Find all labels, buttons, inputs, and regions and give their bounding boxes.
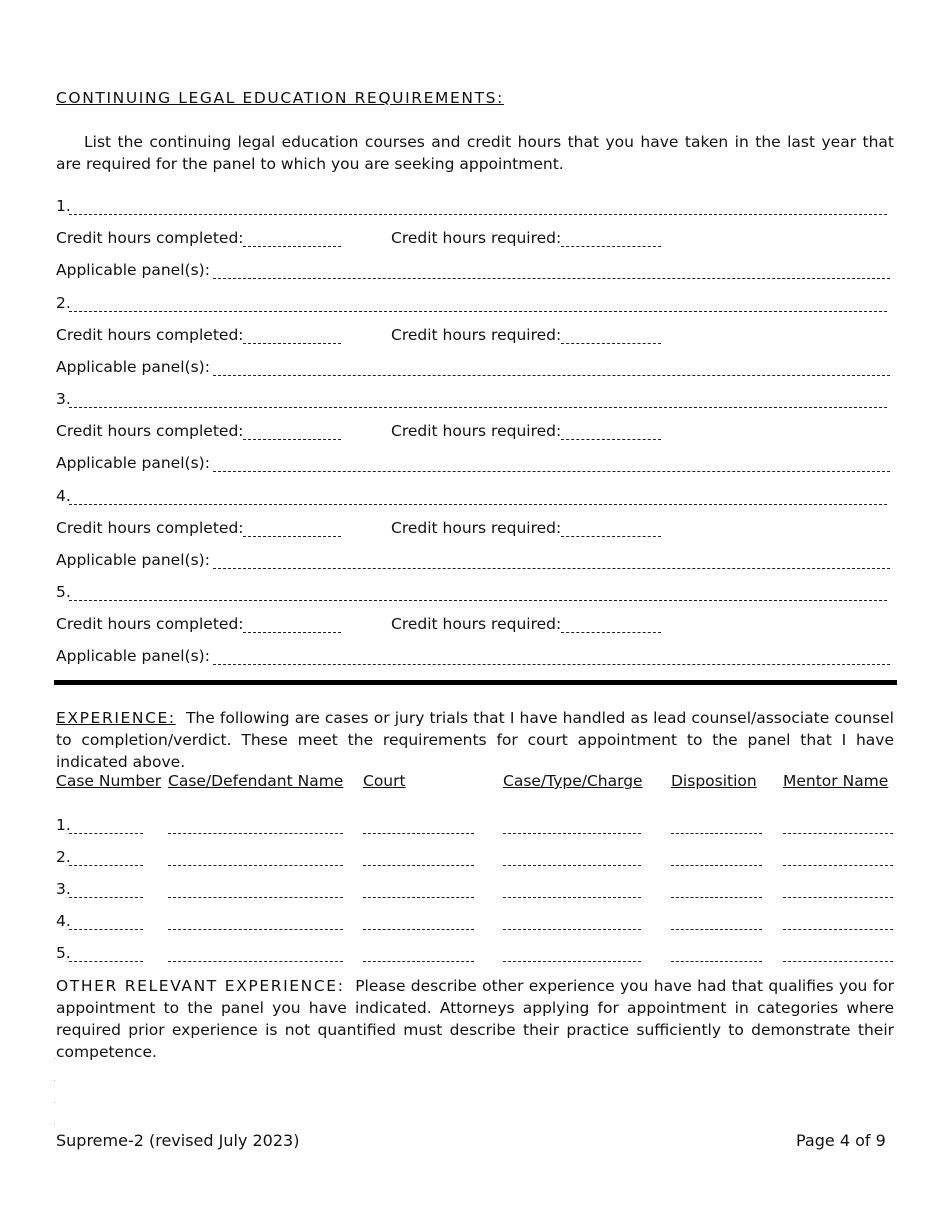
case-number-field[interactable]	[69, 897, 143, 898]
court-field[interactable]	[363, 929, 474, 930]
other-experience-text: Please describe other experience you have had that qualifies you for appointment to the panel you have indicated. Attorneys applying for appointment in categories where required prior experience is not quantified must describe their practice sufficiently to demonstrate their competence.	[56, 977, 895, 1061]
mentor-name-field[interactable]	[783, 961, 893, 962]
col-mentor-name: Mentor Name	[783, 772, 889, 790]
experience-heading: EXPERIENCE:	[56, 709, 176, 727]
disposition-field[interactable]	[671, 865, 762, 866]
credit-completed-field[interactable]	[243, 632, 341, 633]
applicable-panels-label: Applicable panel(s):	[56, 454, 210, 472]
disposition-field[interactable]	[671, 897, 762, 898]
defendant-name-field[interactable]	[168, 865, 343, 866]
credit-required-label: Credit hours required:	[391, 422, 562, 440]
experience-paragraph	[56, 707, 894, 773]
course-number: 1.	[56, 197, 71, 215]
credit-required-field[interactable]	[561, 632, 661, 633]
credit-required-field[interactable]	[561, 343, 661, 344]
credit-required-field[interactable]	[561, 246, 661, 247]
case-number-field[interactable]	[69, 961, 143, 962]
experience-row-number: 3.	[56, 880, 71, 898]
credit-completed-field[interactable]	[243, 536, 341, 537]
experience-row-number: 4.	[56, 912, 71, 930]
applicable-panels-label: Applicable panel(s):	[56, 647, 210, 665]
cle-heading: CONTINUING LEGAL EDUCATION REQUIREMENTS:	[56, 89, 504, 107]
applicable-panels-field[interactable]	[213, 278, 890, 279]
credit-completed-label: Credit hours completed:	[56, 518, 244, 537]
mentor-name-field[interactable]	[783, 865, 893, 866]
cle-instructions: List the continuing legal education courses and credit hours that you have taken in the last year that are required for the panel to which you are seeking appointment.	[56, 133, 894, 173]
court-field[interactable]	[363, 865, 474, 866]
applicable-panels-field[interactable]	[213, 568, 890, 569]
applicable-panels-field[interactable]	[213, 375, 890, 376]
defendant-name-field[interactable]	[168, 897, 343, 898]
course-number: 4.	[56, 486, 71, 505]
applicable-panels-label: Applicable panel(s):	[56, 550, 210, 569]
course-name-field[interactable]	[69, 600, 887, 601]
credit-completed-label: Credit hours completed:	[56, 325, 244, 344]
mentor-name-field[interactable]	[783, 833, 893, 834]
disposition-field[interactable]	[671, 833, 762, 834]
credit-required-field[interactable]	[561, 439, 661, 440]
col-case-type-charge: Case/Type/Charge	[503, 772, 643, 790]
course-number: 5.	[56, 583, 71, 601]
col-court: Court	[363, 772, 406, 790]
court-field[interactable]	[363, 961, 474, 962]
credit-required-label: Credit hours required:	[391, 615, 562, 633]
credit-required-label: Credit hours required:	[391, 325, 562, 344]
col-case-number: Case Number	[56, 772, 162, 790]
credit-completed-field[interactable]	[243, 439, 341, 440]
credit-completed-label: Credit hours completed:	[56, 229, 244, 247]
footer-form-id: Supreme-2 (revised July 2023)	[56, 1131, 300, 1150]
applicable-panels-field[interactable]	[213, 664, 890, 665]
disposition-field[interactable]	[671, 961, 762, 962]
applicable-panels-field[interactable]	[213, 471, 890, 472]
section-divider	[54, 680, 897, 685]
experience-row-number: 1.	[56, 816, 71, 834]
col-disposition: Disposition	[671, 772, 757, 790]
experience-row-number: 2.	[56, 848, 71, 866]
court-field[interactable]	[363, 897, 474, 898]
faint-mark	[54, 1102, 55, 1103]
other-experience-heading: OTHER RELEVANT EXPERIENCE:	[56, 977, 345, 995]
credit-completed-field[interactable]	[243, 343, 341, 344]
col-defendant-name: Case/Defendant Name	[168, 772, 344, 790]
course-name-field[interactable]	[69, 214, 887, 215]
defendant-name-field[interactable]	[168, 929, 343, 930]
case-type-charge-field[interactable]	[503, 865, 641, 866]
defendant-name-field[interactable]	[168, 833, 343, 834]
case-type-charge-field[interactable]	[503, 929, 641, 930]
applicable-panels-label: Applicable panel(s):	[56, 261, 210, 279]
case-number-field[interactable]	[69, 929, 143, 930]
defendant-name-field[interactable]	[168, 961, 343, 962]
disposition-field[interactable]	[671, 929, 762, 930]
credit-required-field[interactable]	[561, 536, 661, 537]
faint-mark	[54, 1080, 55, 1081]
course-number: 3.	[56, 390, 71, 408]
course-name-field[interactable]	[69, 311, 887, 312]
credit-required-label: Credit hours required:	[391, 518, 562, 537]
other-experience-paragraph	[56, 975, 894, 1063]
faint-mark	[54, 1058, 55, 1059]
experience-row-number: 5.	[56, 944, 71, 962]
applicable-panels-label: Applicable panel(s):	[56, 357, 210, 376]
footer-page-number: Page 4 of 9	[796, 1131, 886, 1150]
court-field[interactable]	[363, 833, 474, 834]
credit-completed-label: Credit hours completed:	[56, 422, 244, 440]
mentor-name-field[interactable]	[783, 897, 893, 898]
case-number-field[interactable]	[69, 865, 143, 866]
course-name-field[interactable]	[69, 407, 887, 408]
credit-completed-field[interactable]	[243, 246, 341, 247]
case-type-charge-field[interactable]	[503, 897, 641, 898]
case-type-charge-field[interactable]	[503, 833, 641, 834]
case-number-field[interactable]	[69, 833, 143, 834]
credit-completed-label: Credit hours completed:	[56, 615, 244, 633]
case-type-charge-field[interactable]	[503, 961, 641, 962]
mentor-name-field[interactable]	[783, 929, 893, 930]
course-number: 2.	[56, 293, 71, 312]
credit-required-label: Credit hours required:	[391, 229, 562, 247]
experience-text: The following are cases or jury trials that I have handled as lead counsel/associate counsel to completion/verdict. These meet the requirements for court appointment to the panel that I have indicated above.	[56, 709, 894, 771]
faint-mark	[54, 1124, 55, 1125]
course-name-field[interactable]	[69, 504, 887, 505]
